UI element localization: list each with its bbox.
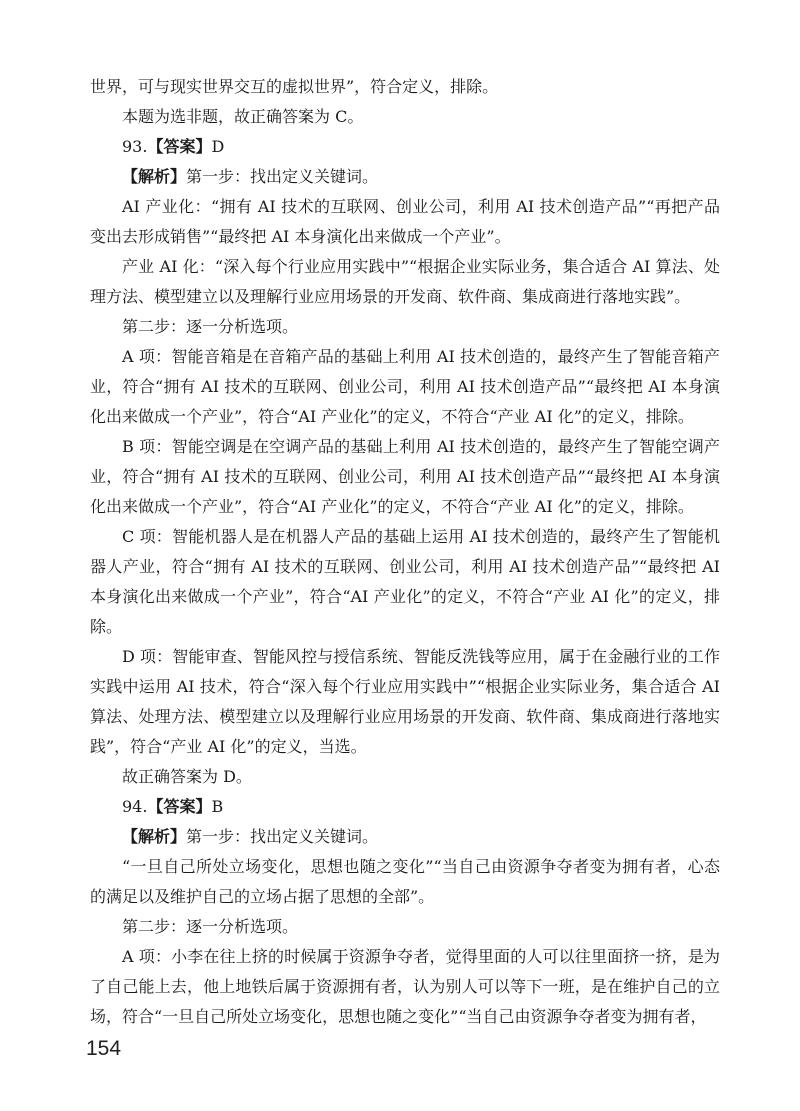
paragraph-option-c-93: C 项：智能机器人是在机器人产品的基础上运用 AI 技术创造的，最终产生了智能机器人产业，符合“拥有 AI 技术的互联网、创业公司，利用 AI 技术创造产品”“最终把 AI 本身演化出来做成一个产业”，符合“AI 产业化”的定义，不符合“产业 AI 化”的定义，排除。: [90, 527, 720, 636]
answer-value: D: [211, 137, 225, 156]
paragraph-conclusion-92: 本题为选非题，故正确答案为 C。: [122, 107, 364, 126]
answer-value: B: [211, 797, 224, 816]
paragraph-industry-ai: 产业 AI 化：“深入每个行业应用实践中”“根据企业实际业务，集合适合 AI 算法、处理方法、模型建立以及理解行业应用场景的开发商、软件商、集成商进行落地实践”。: [90, 257, 720, 306]
answer-label: 【答案】: [147, 797, 212, 816]
answer-heading-93: [90, 132, 720, 162]
paragraph-ai-industrialization: AI 产业化：“拥有 AI 技术的互联网、创业公司，利用 AI 技术创造产品”“再把产品变出去形成销售”“最终把 AI 本身演化出来做成一个产业”。: [90, 197, 720, 246]
page-number: 154: [86, 1037, 122, 1060]
paragraph-option-d-93: D 项：智能审查、智能风控与授信系统、智能反洗钱等应用，属于在金融行业的工作实践中运用 AI 技术，符合“深入每个行业应用实践中”“根据企业实际业务，集合适合 AI 算法、处理方法、模型建立以及理解行业应用场景的开发商、软件商、集成商进行落地实践”，符合“产业 AI 化”的定义，当选。: [90, 647, 720, 756]
question-number: 93.: [122, 137, 148, 156]
analysis-step1-93: [90, 162, 720, 192]
paragraph-keywords-94: “一旦自己所处立场变化，思想也随之变化”“当自己由资源争夺者变为拥有者，心态的满足以及维护自己的立场占据了思想的全部”。: [90, 857, 720, 906]
answer-heading-94: [90, 792, 720, 822]
paragraph-option-a-93: A 项：智能音箱是在音箱产品的基础上利用 AI 技术创造的，最终产生了智能音箱产业，符合“拥有 AI 技术的互联网、创业公司，利用 AI 技术创造产品”“最终把 AI 本身演化出来做成一个产业”，符合“AI 产业化”的定义，不符合“产业 AI 化”的定义，排除。: [90, 347, 720, 426]
analysis-label: 【解析】: [122, 827, 187, 846]
paragraph-step2-94: 第二步：逐一分析选项。: [122, 917, 299, 936]
paragraph-continuation: 世界，可与现实世界交互的虚拟世界”，符合定义，排除。: [90, 77, 499, 96]
analysis-step1-94: [90, 822, 720, 852]
paragraph-option-a-94: A 项：小李在往上挤的时候属于资源争夺者，觉得里面的人可以往里面挤一挤，是为了自己能上去，他上地铁后属于资源拥有者，认为别人可以等下一班，是在维护自己的立场，符合“一旦自己所处立场变化，思想也随之变化”“当自己由资源争夺者变为拥有者，: [90, 947, 720, 1026]
analysis-label: 【解析】: [122, 167, 187, 186]
document-body: [90, 72, 720, 1032]
answer-label: 【答案】: [147, 137, 212, 156]
question-number: 94.: [122, 797, 148, 816]
analysis-text: 第一步：找出定义关键词。: [186, 827, 379, 846]
paragraph-option-b-93: B 项：智能空调是在空调产品的基础上利用 AI 技术创造的，最终产生了智能空调产业，符合“拥有 AI 技术的互联网、创业公司，利用 AI 技术创造产品”“最终把 AI 本身演化出来做成一个产业”，符合“AI 产业化”的定义，不符合“产业 AI 化”的定义，排除。: [90, 437, 720, 516]
paragraph-conclusion-93: 故正确答案为 D。: [122, 767, 252, 786]
analysis-text: 第一步：找出定义关键词。: [186, 167, 379, 186]
paragraph-step2-93: 第二步：逐一分析选项。: [122, 317, 299, 336]
